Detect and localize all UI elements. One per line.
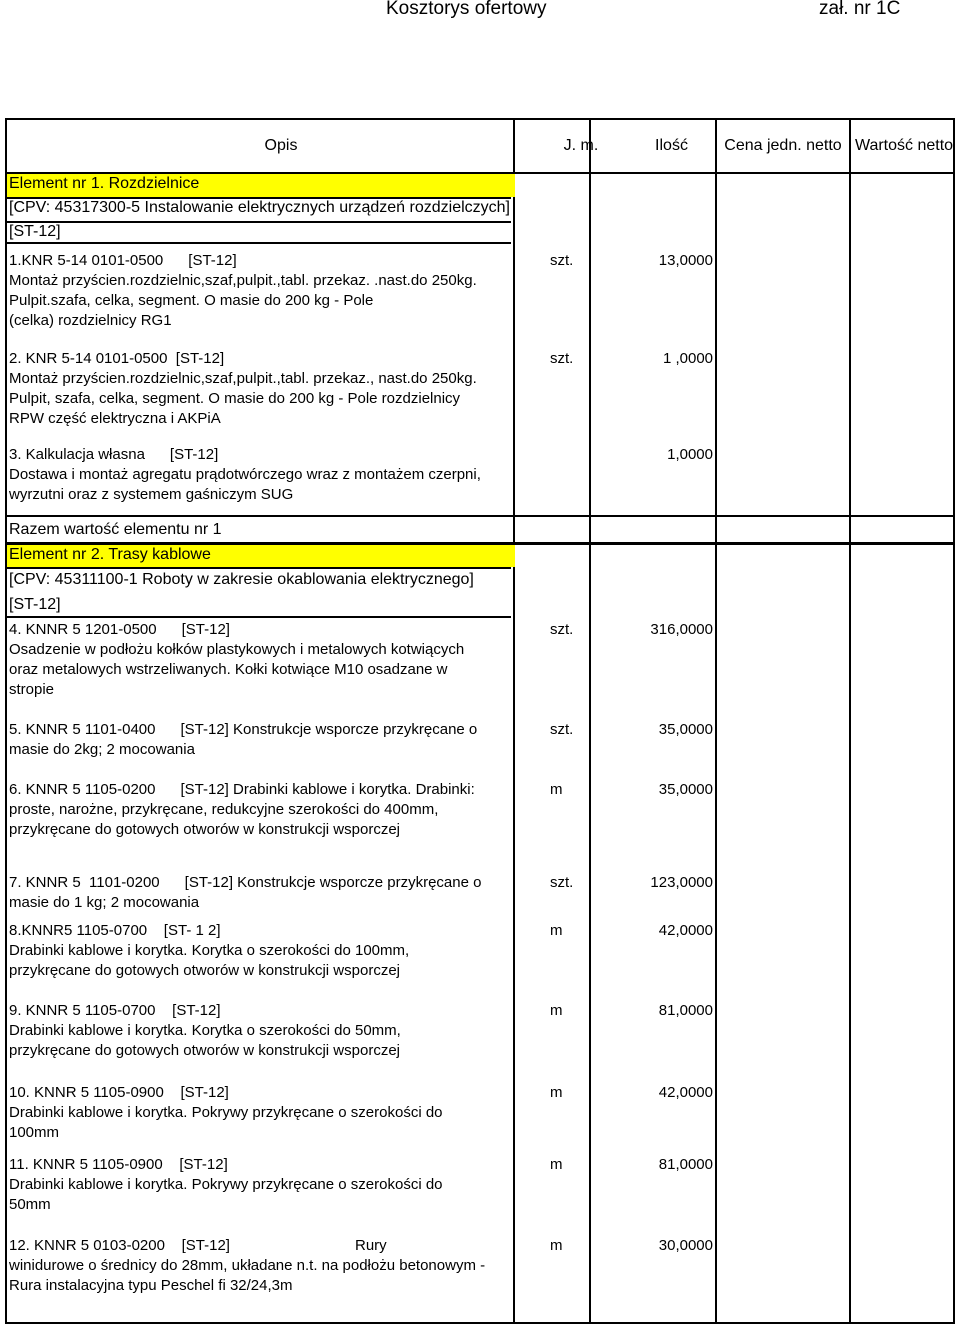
item4-line2: Osadzenie w podłożu kołków plastykowych i metalowych kotwiących <box>9 641 465 658</box>
row-divider <box>7 242 511 244</box>
item7-line1: 7. KNNR 5 1101-0200 [ST-12] Konstrukcje wsporcze przykręcane o <box>9 874 482 891</box>
header-value: Wartość netto <box>854 137 954 154</box>
item9-line1: 9. KNNR 5 1105-0700 [ST-12] <box>9 1002 221 1019</box>
item2-line2: Montaż przyścien.rozdzielnic,szaf,pulpit.,tabl. przekaz., nast.do 250kg. <box>9 370 477 387</box>
item2-line3: Pulpit, szafa, celka, segment. O masie do 200 kg - Pole rozdzielnicy <box>9 390 461 407</box>
item5-unit: szt. <box>550 721 574 738</box>
item12-unit: m <box>550 1237 563 1254</box>
item8-unit: m <box>550 922 563 939</box>
item8-line3: przykręcane do gotowych otworów w konstrukcji wsporczej <box>9 962 400 979</box>
item4-unit: szt. <box>550 621 574 638</box>
item1-line1: 1.KNR 5-14 0101-0500 [ST-12] <box>9 252 237 269</box>
col-divider <box>849 120 851 1322</box>
item6-unit: m <box>550 781 563 798</box>
row-divider <box>7 221 511 223</box>
item11-qty: 81,0000 <box>658 1156 713 1173</box>
element1-st: [ST-12] <box>9 223 61 240</box>
header-desc: Opis <box>264 137 298 154</box>
item10-line3: 100mm <box>9 1124 60 1141</box>
item3-line2: Dostawa i montaż agregatu prądotwórczego wraz z montażem czerpni, <box>9 466 481 483</box>
item4-qty: 316,0000 <box>650 621 713 638</box>
item3-line1: 3. Kalkulacja własna [ST-12] <box>9 446 219 463</box>
col-divider <box>589 120 591 1322</box>
item11-unit: m <box>550 1156 563 1173</box>
item12-line1: 12. KNNR 5 0103-0200 [ST-12] Rury <box>9 1237 387 1254</box>
item4-line3: oraz metalowych wstrzeliwanych. Kołki kotwiące M10 osadzane w <box>9 661 448 678</box>
item9-line3: przykręcane do gotowych otworów w konstrukcji wsporczej <box>9 1042 400 1059</box>
item6-qty: 35,0000 <box>658 781 713 798</box>
item5-qty: 35,0000 <box>658 721 713 738</box>
item10-unit: m <box>550 1084 563 1101</box>
item4-line1: 4. KNNR 5 1201-0500 [ST-12] <box>9 621 230 638</box>
document-title: Kosztorys ofertowy <box>386 0 547 19</box>
row-divider <box>7 515 953 517</box>
item11-line1: 11. KNNR 5 1105-0900 [ST-12] <box>9 1156 228 1173</box>
item10-line2: Drabinki kablowe i korytka. Pokrywy przykręcane o szerokości do <box>9 1104 443 1121</box>
item9-unit: m <box>550 1002 563 1019</box>
row-divider <box>7 567 511 569</box>
item8-line2: Drabinki kablowe i korytka. Korytka o szerokości do 100mm, <box>9 942 410 959</box>
item9-line2: Drabinki kablowe i korytka. Korytka o szerokości do 50mm, <box>9 1022 401 1039</box>
row-divider <box>7 616 511 618</box>
element1-total-label: Razem wartość elementu nr 1 <box>9 521 222 538</box>
item6-line3: przykręcane do gotowych otworów w konstrukcji wsporczej <box>9 821 400 838</box>
item2-line1: 2. KNR 5-14 0101-0500 [ST-12] <box>9 350 225 367</box>
item1-line4: (celka) rozdzielnicy RG1 <box>9 312 172 329</box>
item10-qty: 42,0000 <box>658 1084 713 1101</box>
item7-qty: 123,0000 <box>650 874 713 891</box>
item5-line1: 5. KNNR 5 1101-0400 [ST-12] Konstrukcje wsporcze przykręcane o <box>9 721 478 738</box>
attachment-label: zał. nr 1C <box>819 0 901 19</box>
element2-cpv: [CPV: 45311100-1 Roboty w zakresie okablowania elektrycznego] <box>9 571 474 588</box>
item9-qty: 81,0000 <box>658 1002 713 1019</box>
element1-cpv: [CPV: 45317300-5 Instalowanie elektrycznych urządzeń rozdzielczych] <box>9 199 510 216</box>
item7-unit: szt. <box>550 874 574 891</box>
header-unit: J. m. <box>563 137 599 154</box>
item5-line2: masie do 2kg; 2 mocowania <box>9 741 195 758</box>
header-qty: Ilość <box>655 137 688 154</box>
item11-line2: Drabinki kablowe i korytka. Pokrywy przykręcane o szerokości do <box>9 1176 443 1193</box>
cost-estimate-table <box>5 118 955 1324</box>
item2-line4: RPW część elektryczna i AKPiA <box>9 410 221 427</box>
item1-unit: szt. <box>550 252 574 269</box>
col-divider <box>513 120 515 1322</box>
item4-line4: stropie <box>9 681 55 698</box>
col-divider <box>715 120 717 1322</box>
item3-qty: 1,0000 <box>667 446 713 463</box>
item11-line3: 50mm <box>9 1196 51 1213</box>
element2-title: Element nr 2. Trasy kablowe <box>9 546 211 563</box>
element1-title: Element nr 1. Rozdzielnice <box>9 175 200 192</box>
item10-line1: 10. KNNR 5 1105-0900 [ST-12] <box>9 1084 229 1101</box>
item3-line3: wyrzutni oraz z systemem gaśniczym SUG <box>9 486 294 503</box>
item1-line3: Pulpit.szafa, celka, segment. O masie do 200 kg - Pole <box>9 292 374 309</box>
header-price: Cena jedn. netto <box>724 137 842 154</box>
item6-line1: 6. KNNR 5 1105-0200 [ST-12] Drabinki kablowe i korytka. Drabinki: <box>9 781 475 798</box>
item12-line3: Rura instalacyjna typu Peschel fi 32/24,3m <box>9 1277 293 1294</box>
item1-qty: 13,0000 <box>658 252 713 269</box>
item1-line2: Montaż przyścien.rozdzielnic,szaf,pulpit.,tabl. przekaz. .nast.do 250kg. <box>9 272 477 289</box>
item8-qty: 42,0000 <box>658 922 713 939</box>
item6-line2: proste, narożne, przykręcane, redukcyjne szerokości do 400mm, <box>9 801 439 818</box>
item12-line2: winidurowe o średnicy do 28mm, układane n.t. na podłożu betonowym - <box>9 1257 486 1274</box>
element2-st: [ST-12] <box>9 596 61 613</box>
item2-unit: szt. <box>550 350 574 367</box>
item12-qty: 30,0000 <box>658 1237 713 1254</box>
item2-qty: 1 ,0000 <box>662 350 713 367</box>
item8-line1: 8.KNNR5 1105-0700 [ST- 1 2] <box>9 922 221 939</box>
item7-line2: masie do 1 kg; 2 mocowania <box>9 894 200 911</box>
